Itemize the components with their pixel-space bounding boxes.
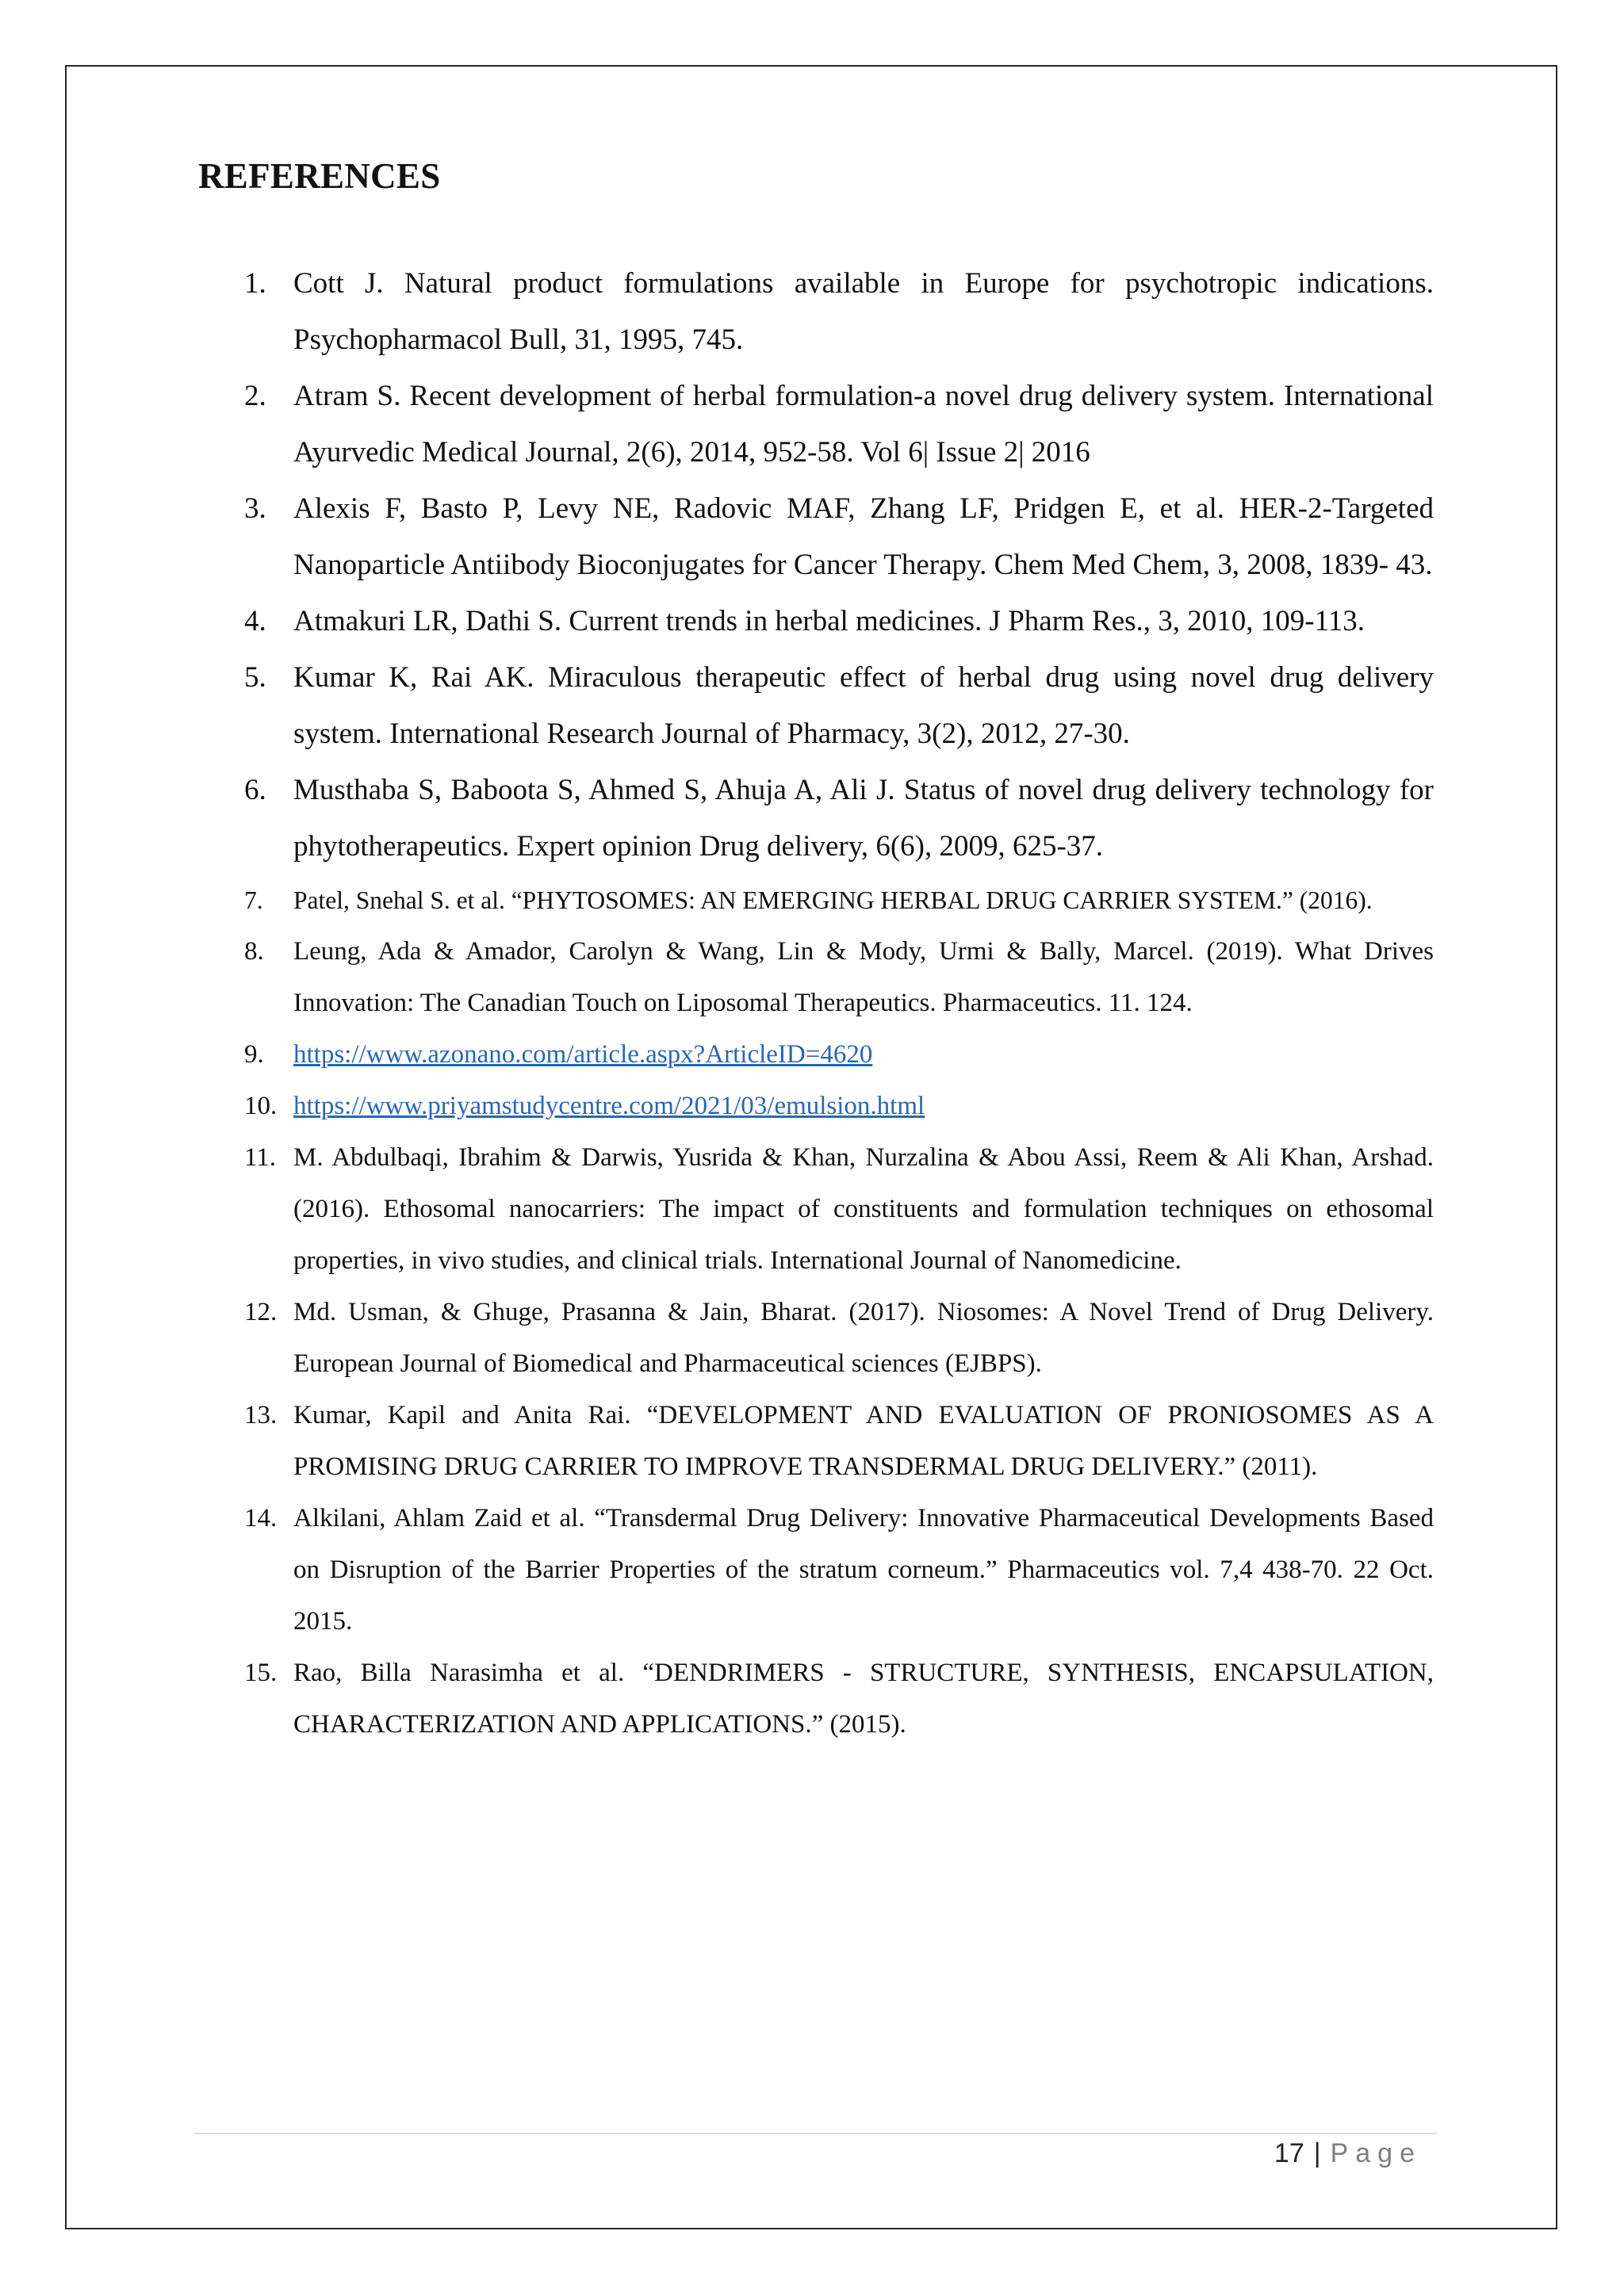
reference-number: 7.	[244, 886, 263, 914]
reference-number: 5.	[244, 661, 266, 694]
reference-number: 12.	[244, 1298, 278, 1326]
reference-text: Cott J. Natural product formulations available in Europe for psychotropic indications. Psychopharmacol Bull, 31, 1995, 745.	[293, 267, 1434, 356]
page-label: Page	[1330, 2138, 1422, 2168]
reference-item	[244, 874, 1434, 926]
reference-item	[244, 762, 1434, 874]
reference-text: Kumar K, Rai AK. Miraculous therapeutic effect of herbal drug using novel drug delivery system. International Research Journal of Pharmacy, 3(2), 2012, 27-30.	[293, 661, 1434, 750]
page-heading: REFERENCES	[198, 156, 441, 196]
footer-divider	[193, 2133, 1437, 2134]
reference-text: Kumar, Kapil and Anita Rai. “DEVELOPMENT AND EVALUATION OF PRONIOSOMES AS A PROMISING DRUG CARRIER TO IMPROVE TRANSDERMAL DRUG DELIVERY.” (2011).	[293, 1401, 1434, 1481]
reference-number: 2.	[244, 380, 266, 412]
reference-link[interactable]: https://www.priyamstudycentre.com/2021/03/emulsion.html	[293, 1092, 925, 1120]
reference-item	[244, 1081, 1434, 1132]
reference-item	[244, 368, 1434, 480]
reference-link[interactable]: https://www.azonano.com/article.aspx?ArticleID=4620	[293, 1040, 873, 1069]
reference-item	[244, 1647, 1434, 1751]
reference-item	[244, 1287, 1434, 1390]
reference-list	[244, 255, 1434, 1751]
reference-number: 13.	[244, 1401, 278, 1429]
reference-number: 1.	[244, 267, 266, 300]
reference-number: 14.	[244, 1504, 278, 1533]
reference-number: 3.	[244, 492, 266, 525]
reference-text: Rao, Billa Narasimha et al. “DENDRIMERS - STRUCTURE, SYNTHESIS, ENCAPSULATION, CHARACTERIZATION AND APPLICATIONS.” (2015).	[293, 1659, 1434, 1739]
reference-number: 4.	[244, 605, 266, 637]
reference-text: Alexis F, Basto P, Levy NE, Radovic MAF, Zhang LF, Pridgen E, et al. HER-2-Targeted Nanoparticle Antiibody Bioconjugates for Cancer Therapy. Chem Med Chem, 3, 2008, 1839- 43.	[293, 492, 1434, 581]
reference-item	[244, 593, 1434, 649]
reference-text: Atram S. Recent development of herbal formulation-a novel drug delivery system. International Ayurvedic Medical Journal, 2(6), 2014, 952-58. Vol 6| Issue 2| 2016	[293, 380, 1434, 469]
reference-item	[244, 1493, 1434, 1647]
reference-item	[244, 1132, 1434, 1287]
reference-item	[244, 926, 1434, 1029]
page-footer	[1274, 2138, 1422, 2169]
footer-separator: |	[1313, 2138, 1321, 2168]
reference-number: 11.	[244, 1143, 277, 1172]
reference-text: M. Abdulbaqi, Ibrahim & Darwis, Yusrida & Khan, Nurzalina & Abou Assi, Reem & Ali Khan, Arshad. (2016). Ethosomal nanocarriers: The impact of constituents and formulation techniques on ethosomal properties, in vivo studies, and clinical trials. International Journal of Nanomedicine.	[293, 1143, 1434, 1275]
reference-text: Md. Usman, & Ghuge, Prasanna & Jain, Bharat. (2017). Niosomes: A Novel Trend of Drug Delivery. European Journal of Biomedical and Pharmaceutical sciences (EJBPS).	[293, 1298, 1434, 1378]
reference-text: Patel, Snehal S. et al. “PHYTOSOMES: AN EMERGING HERBAL DRUG CARRIER SYSTEM.” (2016).	[293, 886, 1373, 914]
reference-item	[244, 1029, 1434, 1081]
reference-text: Atmakuri LR, Dathi S. Current trends in herbal medicines. J Pharm Res., 3, 2010, 109-113.	[293, 605, 1365, 637]
reference-number: 9.	[244, 1040, 264, 1069]
reference-item	[244, 1390, 1434, 1493]
reference-number: 15.	[244, 1659, 278, 1687]
reference-number: 6.	[244, 774, 266, 806]
reference-text: Leung, Ada & Amador, Carolyn & Wang, Lin & Mody, Urmi & Bally, Marcel. (2019). What Drives Innovation: The Canadian Touch on Liposomal Therapeutics. Pharmaceutics. 11. 124.	[293, 937, 1434, 1017]
reference-item	[244, 649, 1434, 762]
reference-item	[244, 480, 1434, 593]
page-number: 17	[1274, 2138, 1304, 2168]
reference-text: Musthaba S, Baboota S, Ahmed S, Ahuja A, Ali J. Status of novel drug delivery technology for phytotherapeutics. Expert opinion Drug delivery, 6(6), 2009, 625-37.	[293, 774, 1434, 863]
reference-number: 10.	[244, 1092, 278, 1120]
reference-text: Alkilani, Ahlam Zaid et al. “Transdermal Drug Delivery: Innovative Pharmaceutical Developments Based on Disruption of the Barrier Properties of the stratum corneum.” Pharmaceutics vol. 7,4 438-70. 22 Oct. 2015.	[293, 1504, 1434, 1636]
reference-number: 8.	[244, 937, 264, 966]
reference-item	[244, 255, 1434, 368]
